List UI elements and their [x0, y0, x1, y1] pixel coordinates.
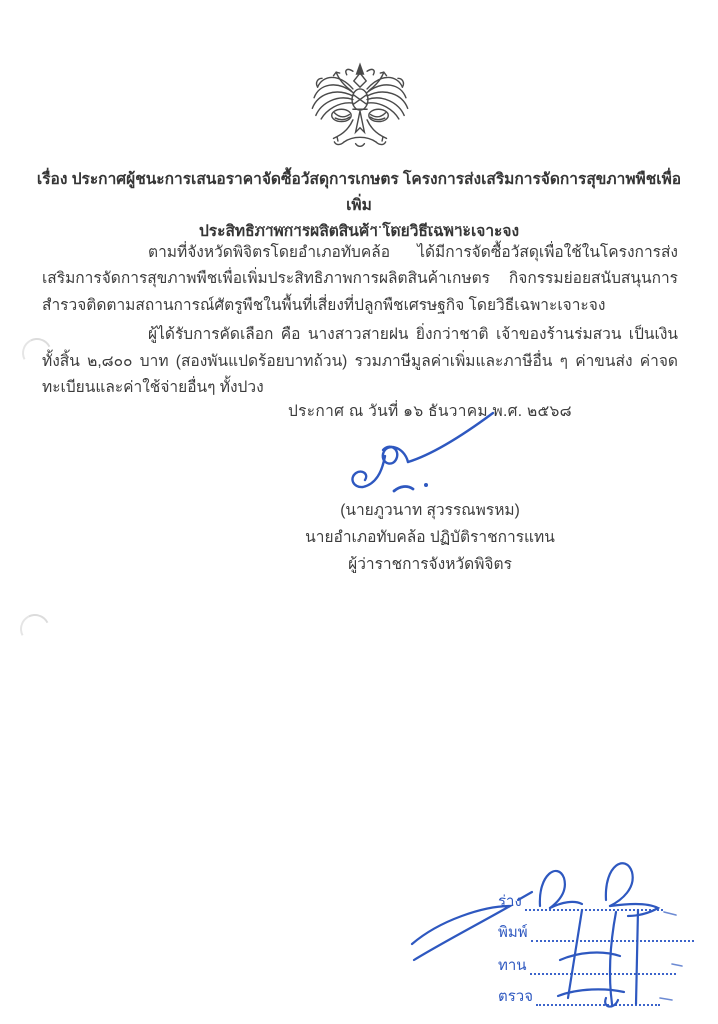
stamp-row-draft	[498, 893, 663, 911]
signer-position-line2: ผู้ว่าราชการจังหวัดพิจิตร	[348, 556, 512, 573]
stamp-dotted-line	[531, 936, 694, 942]
stamp-label-typed: พิมพ์	[498, 924, 528, 941]
stamp-dotted-line	[536, 1000, 660, 1006]
stamp-row-checked	[498, 988, 660, 1006]
signer-position-line1: นายอำเภอทับคล้อ ปฏิบัติราชการแทน	[305, 529, 555, 546]
stamp-label-checked: ตรวจ	[498, 988, 534, 1005]
signer-name: (นายภูวนาท สุวรรณพรหม)	[340, 502, 520, 519]
announcement-date: ประกาศ ณ วันที่ ๑๖ ธันวาคม พ.ศ. ๒๕๖๘	[288, 403, 572, 420]
stamp-label-proofread: ทาน	[498, 957, 527, 974]
signer-block	[210, 497, 650, 578]
garuda-emblem-icon	[307, 54, 413, 168]
hole-punch-mark	[16, 610, 54, 648]
document-title	[30, 167, 688, 245]
signature-ink	[326, 410, 498, 508]
document-body	[42, 240, 678, 404]
stamp-dotted-line	[530, 969, 676, 975]
document-title-line2: ประสิทธิภาพการผลิตสินค้า โดยวิธีเฉพาะเจาะจง	[198, 223, 520, 240]
paragraph-winner: ผู้ได้รับการคัดเลือก คือ นางสาวสายฝน ยิ่งกว่าชาติ เจ้าของร้านร่มสวน เป็นเงินทั้งสิ้น ๒,๘๐๐ บาท (สองพันแปดร้อยบาทถ้วน) รวมภาษีมูลค่าเพิ่มและภาษีอื่น ๆ ค่าขนส่ง ค่าจดทะเบียนและค่าใช้จ่ายอื่นๆ ทั้งปวง	[42, 326, 678, 397]
stamp-row-typed	[498, 924, 694, 942]
paragraph-background: ตามที่จังหวัดพิจิตรโดยอำเภอทับคล้อ ได้มีการจัดซื้อวัสดุเพื่อใช้ในโครงการส่งเสริมการจัดการสุขภาพพืชเพื่อเพิ่มประสิทธิภาพการผลิตสินค้าเกษตร กิจกรรมย่อยสนับสนุนการสำรวจติดตามสถานการณ์ศัตรูพืชในพื้นที่เสี่ยงที่ปลูกพืชเศรษฐกิจ โดยวิธีเฉพาะเจาะจง	[42, 244, 678, 314]
stamp-dotted-line	[525, 905, 663, 911]
document-title-line1: เรื่อง ประกาศผู้ชนะการเสนอราคาจัดซื้อวัสดุการเกษตร โครงการส่งเสริมการจัดการสุขภาพพืชเพื่อเพิ่ม	[36, 171, 682, 214]
title-divider-dotted-line	[252, 226, 468, 228]
stamp-row-proofread	[498, 957, 676, 975]
stamp-label-draft: ร่าง	[498, 893, 522, 910]
